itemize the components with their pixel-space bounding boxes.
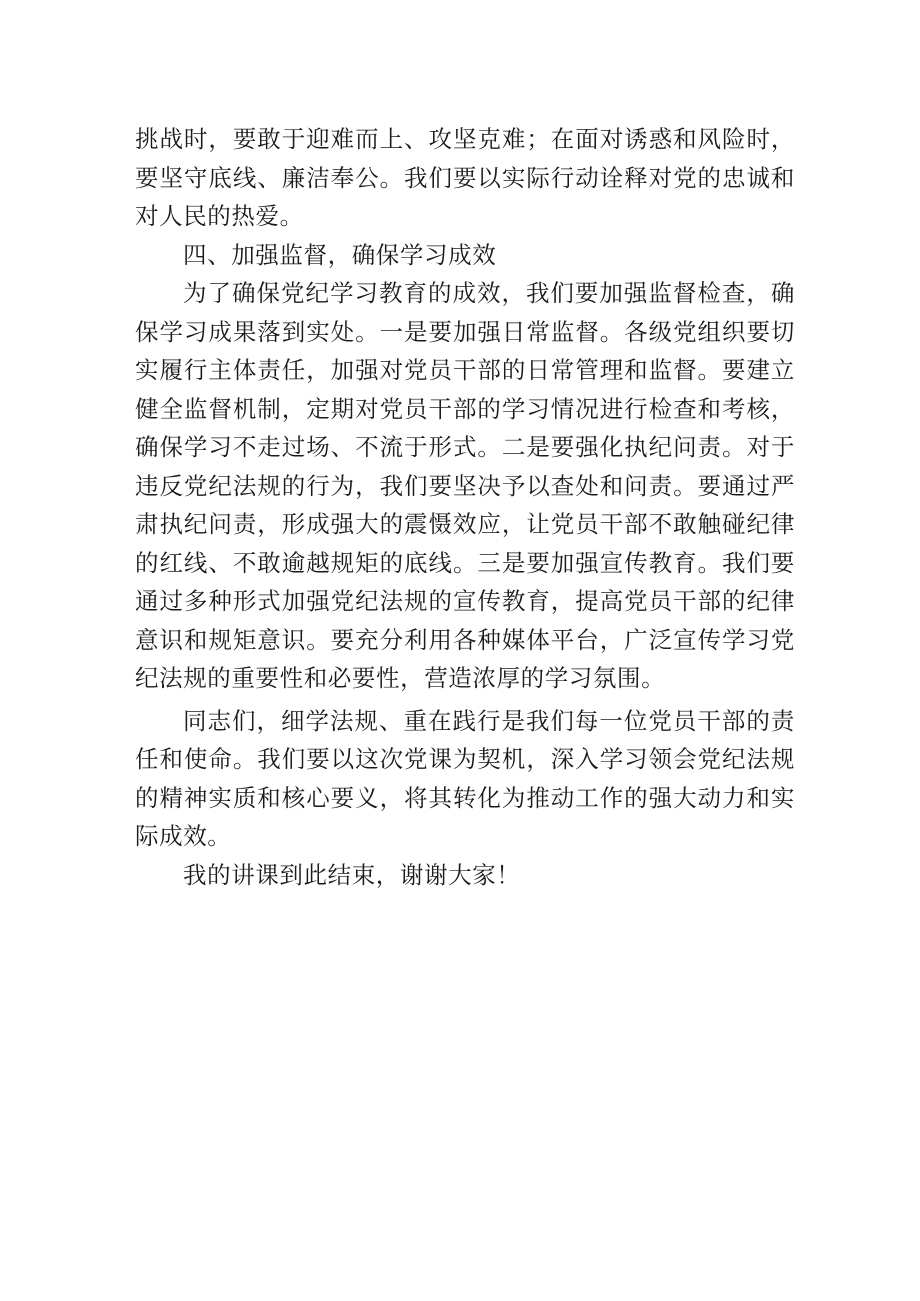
paragraph-closing: 同志们，细学法规、重在践行是我们每一位党员干部的责任和使命。我们要以这次党课为契机，深入学习领会党纪法规的精神实质和核心要义，将其转化为推动工作的强大动力和实际成效。 [135, 706, 795, 850]
document-body [135, 120, 795, 894]
paragraph-supervision: 为了确保党纪学习教育的成效，我们要加强监督检查，确保学习成果落到实处。一是要加强日常监督。各级党组织要切实履行主体责任，加强对党员干部的日常管理和监督。要建立健全监督机制，定期对党员干部的学习情况进行检查和考核，确保学习不走过场、不流于形式。二是要强化执纪问责。对于违反党纪法规的行为，我们要坚决予以查处和问责。要通过严肃执纪问责，形成强大的震慑效应，让党员干部不敢触碰纪律的红线、不敢逾越规矩的底线。三是要加强宣传教育。我们要通过多种形式加强党纪法规的宣传教育，提高党员干部的纪律意识和规矩意识。要充分利用各种媒体平台，广泛宣传学习党纪法规的重要性和必要性，营造浓厚的学习氛围。 [135, 279, 795, 692]
section-heading: 四、加强监督，确保学习成效 [183, 240, 497, 269]
paragraph-farewell: 我的讲课到此结束，谢谢大家！ [183, 860, 521, 889]
paragraph-continuation: 挑战时，要敢于迎难而上、攻坚克难；在面对诱惑和风险时，要坚守底线、廉洁奉公。我们要以实际行动诠释对党的忠诚和对人民的热爱。 [135, 125, 795, 230]
